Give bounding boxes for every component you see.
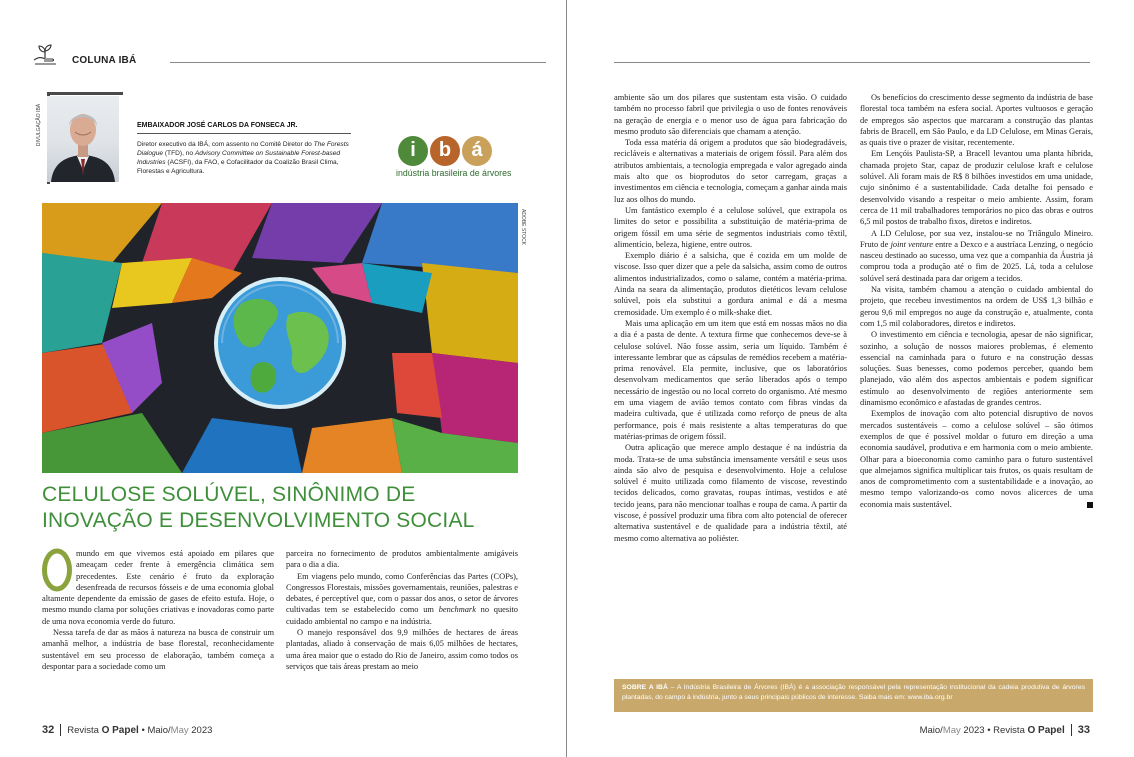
magazine-name: O Papel [1027, 725, 1065, 736]
hero-credit: ADOBE STOCK [520, 208, 527, 246]
logo-letter-i: i [398, 136, 428, 166]
paragraph: mundo em que vivemos está apoiado em pilares que ameaçam ceder frente à emergência climática sem precedentes. Este cenário é fruto da exploração desenfreada de recursos fósseis e de uma economia global altamente dependente da emissão de gases de efeito estufa. Hoje, o mesmo mundo clama por soluções criativas e inovadoras como parte de uma nova economia verde do futuro. [42, 549, 274, 626]
sprout-hand-icon [32, 42, 58, 66]
page-number-right: 33 [1077, 724, 1090, 736]
sobre-a-iba-box [614, 679, 1093, 712]
paragraph: Outra aplicação que merece amplo destaque é na indústria da moda. Trata-se de uma substância imensamente versátil e seus usos ainda são alvo de pesquisa e desenvolvimento. Hoje a celulose solúvel é muito utilizada como filamento de viscose, revestindo tecidos delicados, como gravatas, roupas íntimas, vestidos e até tecido jeans, para não mencionar toalhas e roupa de cama. A partir da viscose, é possível produzir uma fibra com alto potencial de oferecer alternativa sustentável e de qualidade para a indústria têxtil, até mesmo como alternativa ao poliéster. [614, 443, 847, 543]
right-column-1 [614, 92, 847, 544]
author-bio: Diretor executivo da IBÁ, com assento no Comitê Diretor do The Forests Dialogue (TFD), no Advisory Committee on Sustainable Forest-based Industries (ACSFI), da FAO, e Cofacilitador da Coalizão Brasil Clima, Florestas e Agricultura. [137, 141, 349, 175]
paragraph: Exemplos de inovação com alto potencial disruptivo de novos mercados sustentáveis – como a celulose solúvel – são ótimos exemplos de que é possível moldar o futuro em direção a uma economia saudável, produtiva e em harmonia com o meio ambiente. Olhar para a bioeconomia como caminho para o futuro sustentável que almejamos significa multiplicar tais frutos, os quais resultam de anos de comprometimento com a sustentabilidade e a inovação, ao mesmo tempo valorizando-os como novos alicerces de uma economia mais sustentável. [860, 409, 1093, 509]
footer-right: Maio/May 2023 • Revista O Papel 33 [919, 724, 1090, 736]
paragraph: Na visita, também chamou a atenção o cuidado ambiental do projeto, que recebeu investimentos na ordem de US$ 1,3 bilhão e gerou 9,6 mil empregos no auge da construção e, atualmente, conta com 1,5 mil colaboradores, diretos e indiretos. [860, 285, 1093, 328]
paragraph: Um fantástico exemplo é a celulose solúvel, que extrapola os limites do setor e possibilita a substituição de matéria-prima de origem fóssil em uma série de segmentos industriais como têxtil, alimentício, beleza, higiene, entre outros. [614, 205, 847, 249]
author-rule [137, 133, 351, 134]
footer-left: 32 Revista O Papel • Maio/May 2023 [42, 724, 213, 736]
paragraph: O manejo responsável dos 9,9 milhões de hectares de áreas plantadas, aliado à conservação de mais 6,05 milhões de hectares, uma área maior que o estado do Rio de Janeiro, assim como todos os serviços que tais áreas prestam ao meio [286, 628, 518, 671]
end-mark [1087, 502, 1093, 508]
paragraph: Em viagens pelo mundo, como Conferências das Partes (COPs), Congressos Florestais, missões governamentais, reuniões, palestras e debates, é perceptível que, com o passar dos anos, o setor de árvores cultivadas tem se estabelecido como um benchmark no quesito cuidado ambiental no campo e na indústria. [286, 571, 518, 626]
author-portrait [47, 96, 119, 182]
magazine-name: O Papel [101, 725, 139, 736]
iba-logo [396, 136, 518, 184]
logo-subtitle: indústria brasileira de árvores [396, 168, 512, 178]
paragraph: Os benefícios do crescimento desse segmento da indústria de base florestal toca também na esfera social. Aportes vultuosos e geração de empregos são aspectos que marcaram a construção das plantas fabris de Bracell, em São Paulo, e da LD Celulose, em Minas Gerais, as quais tive o prazer de visitar, recentemente. [860, 93, 1093, 148]
sobre-text: – A Indústria Brasileira de Árvores (IBÁ) é a associação responsável pela representação institucional da cadeia produtiva de árvores plantadas, do campo à indústria, junto a seus principais públicos de interesse. Saiba mais em: www.iba.org.br [622, 684, 1086, 701]
logo-letter-a: á [462, 136, 492, 166]
page-number-left: 32 [42, 724, 55, 736]
photo-credit: DIVULGAÇÃO IBÁ [36, 103, 42, 147]
header-rule-right [614, 62, 1090, 63]
paragraph: Toda essa matéria dá origem a produtos que são biodegradáveis, recicláveis e alternativas a materiais de origem fóssil. Para além dos atributos ambientais, a tecnologia empregada e valor agregado ainda mais alto que os bioprodutos do setor carregam, graças a investimentos em ciência e tecnologia, começam a ganhar ainda mais luz aos olhos do mundo. [614, 138, 847, 204]
author-name: EMBAIXADOR JOSÉ CARLOS DA FONSECA JR. [137, 122, 298, 129]
page-gutter [566, 0, 567, 757]
paragraph: Mais uma aplicação em um item que está em nossas mãos no dia a dia é a pasta de dente. A textura firme que conhecemos deve-se à celulose solúvel. Não fosse assim, seria um líquido. Também é interessante lembrar que as cápsulas de remédios recebem a matéria-prima renovável. Ela permite, inclusive, que os laboratórios desenvolvam medicamentos que serão liberados após o tempo necessário de ingestão ou no local correto do organismo. Até mesmo em uma viagem de avião temos contato com fibras vindas da madeira cultivada, que é utilizada como reforço de pneus de alta performance, pois é mais resistente a altas temperaturas do que matérias-primas de origem fóssil. [614, 318, 847, 441]
paragraph: A LD Celulose, por sua vez, instalou-se no Triângulo Mineiro. Fruto de joint venture entre a Dexco e a austríaca Lenzing, o negócio nasceu destinado ao sucesso, uma vez que a companhia da Áustria já comprou toda a produção até o fim de 2025. Lá, toda a celulose solúvel será destinada para dar origem a tecidos. [860, 228, 1093, 283]
paragraph: O investimento em ciência e tecnologia, apesar de não significar, sozinho, a solução de nossos maiores problemas, é elemento essencial na caminhada para o futuro e na construção dessas soluções. Suas benesses, como podemos perceber, quando bem planejado, vão além dos aspectos ambientais e podem significar estímulo ao desenvolvimento de regiões anteriormente sem dinamismo econômico e afastadas de grandes centros. [860, 330, 1093, 408]
header-rule-left [170, 62, 546, 63]
article-headline: CELULOSE SOLÚVEL, SINÔNIMO DE INOVAÇÃO E DESENVOLVIMENTO SOCIAL [42, 483, 475, 532]
paragraph: Nessa tarefa de dar as mãos à natureza na busca de construir um amanhã melhor, a indústria de base florestal, reconhecidamente sustentável em seu processo de elaboração, também começa a despontar para a sociedade como um [42, 628, 274, 671]
paragraph: Exemplo diário é a salsicha, que é cozida em um molde de viscose. Isso quer dizer que a pele da salsicha, assim como de outros alimentos industrializados, como o salame, contém a matéria-prima. Ainda na seara da alimentação, produtos dietéticos levam celulose solúvel, pois ela substitui a gordura animal e dá a mesma cremosidade. Um exemplo é o milk-shake diet. [614, 251, 847, 317]
dropcap-o [42, 548, 72, 592]
left-column-1 [42, 548, 274, 672]
right-column-2 [860, 92, 1093, 510]
hero-image-hands-globe [42, 203, 518, 473]
left-column-2 [286, 548, 518, 672]
paragraph: parceira no fornecimento de produtos ambientalmente amigáveis para o dia a dia. [286, 549, 518, 570]
logo-letter-b: b [430, 136, 460, 166]
column-title: COLUNA IBÁ [72, 55, 137, 66]
paragraph: ambiente são um dos pilares que sustentam esta visão. O cuidado também no processo fabril que privilegia o uso de fontes renováveis na geração de energia e o menor uso de água para fabricação do mesmo produto são diferenciais que chamam a atenção. [614, 93, 847, 136]
sobre-label: SOBRE A IBÁ [622, 684, 668, 691]
paragraph: Em Lençóis Paulista-SP, a Bracell levantou uma planta híbrida, chamada projeto Star, capaz de produzir celulose kraft e celulose solúvel. Ali foram mais de R$ 8 bilhões investidos em uma unidade, cujo sinônimo é a sustentabilidade. Cada detalhe foi pensado e desenvolvido visando a respeitar o meio ambiente. Assim, foram cerca de 11 mil trabalhadores temporários no pico das obras e outros 6,5 mil postos de trabalho fixos, diretos e indiretos. [860, 149, 1093, 227]
